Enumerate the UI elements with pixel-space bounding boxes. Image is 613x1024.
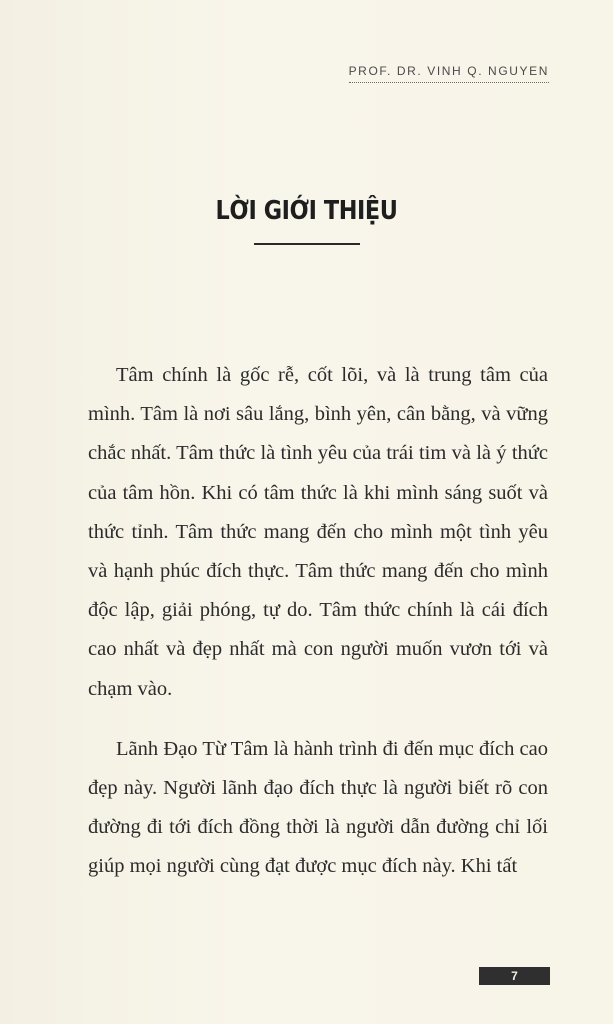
paragraph-2: Lãnh Đạo Từ Tâm là hành trình đi đến mục đích cao đẹp này. Người lãnh đạo đích thực là người biết rõ con đường đi tới đích đồng thời là người dẫn đường chỉ lối giúp mọi người cùng đạt được mục đích này. Khi tất xyxy=(88,737,548,878)
paragraph-1: Tâm chính là gốc rễ, cốt lõi, và là trung tâm của mình. Tâm là nơi sâu lắng, bình yên, cân bằng, và vững chắc nhất. Tâm thức là tình yêu của trái tim và là ý thức của tâm hồn. Khi có tâm thức là khi mình sáng suốt và thức tỉnh. Tâm thức mang đến cho mình một tình yêu và hạnh phúc đích thực. Tâm thức mang đến cho mình độc lập, giải phóng, tự do. Tâm thức chính là cái đích cao nhất và đẹp nhất mà con người muốn vươn tới và chạm vào. xyxy=(88,364,548,700)
title-underline xyxy=(254,243,360,245)
running-header-author: PROF. DR. VINH Q. NGUYEN xyxy=(349,64,549,83)
page-number-badge: 7 xyxy=(479,967,550,985)
body-text xyxy=(88,356,548,887)
chapter-title: LỜI GIỚI THIỆU xyxy=(215,196,398,226)
